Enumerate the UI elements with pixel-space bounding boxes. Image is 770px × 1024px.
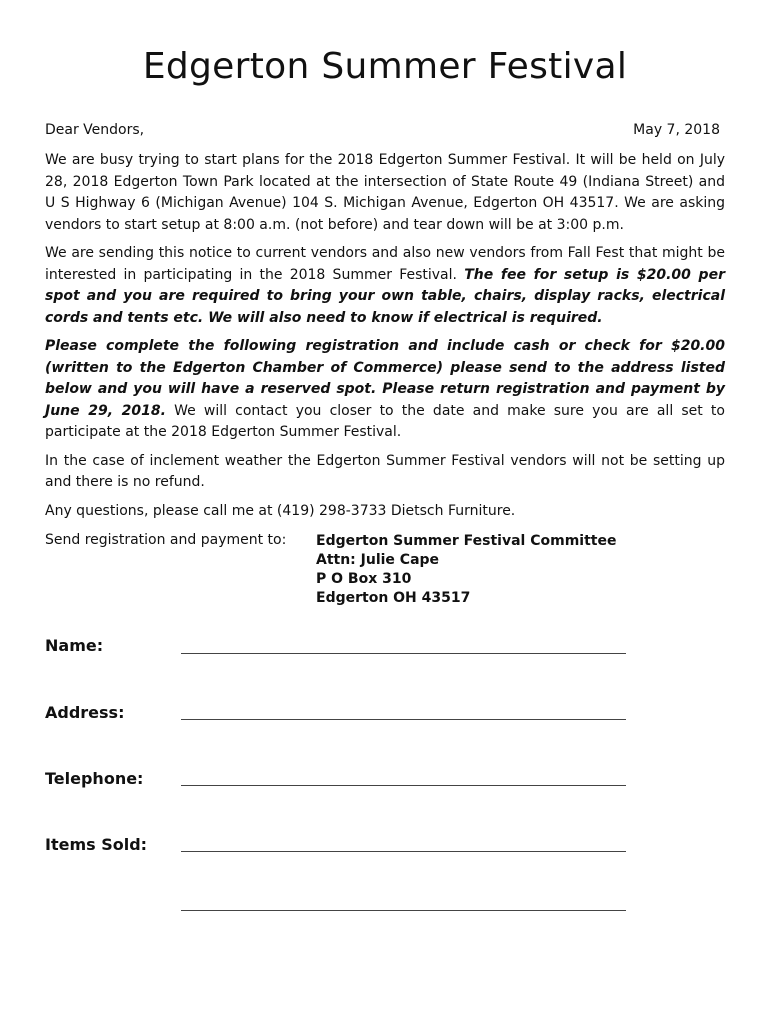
items-sold-field-line-2[interactable] <box>181 910 626 911</box>
paragraph-weather: In the case of inclement weather the Edgerton Summer Festival vendors will not be setting up and there is no refund. <box>45 452 725 490</box>
send-to-label: Send registration and payment to: <box>45 532 287 548</box>
address-line: Edgerton OH 43517 <box>316 590 471 606</box>
address-field-line[interactable] <box>181 719 626 720</box>
paragraph-contact: Any questions, please call me at (419) 298-3733 Dietsch Furniture. <box>45 502 516 519</box>
salutation: Dear Vendors, <box>45 122 145 138</box>
page-title: Edgerton Summer Festival <box>142 46 628 87</box>
items-sold-field-line[interactable] <box>181 851 626 852</box>
name-field-line[interactable] <box>181 653 626 654</box>
letter-body <box>45 150 725 529</box>
paragraph-fee-emphasis: The fee for setup is $20.00 per spot and you are required to bring your own table, chairs, display racks, electrical cords and tents etc. We will also need to know if electrical is required. <box>45 266 725 326</box>
mailing-address <box>316 532 616 608</box>
paragraph-registration <box>45 336 725 444</box>
items-sold-label: Items Sold: <box>45 835 148 854</box>
paragraph-registration-followup: We will contact you closer to the date and make sure you are all set to participate at the 2018 Edgerton Summer Festival. <box>45 402 725 440</box>
paragraph-fee <box>45 243 725 329</box>
paragraph-event-details: We are busy trying to start plans for the 2018 Edgerton Summer Festival. It will be held on July 28, 2018 Edgerton Town Park located at the intersection of State Route 49 (Indiana Street) and U S Highway 6 (Michigan Avenue) 104 S. Michigan Avenue, Edgerton OH 43517. We are asking vendors to start setup at 8:00 a.m. (not before) and tear down will be at 3:00 p.m. <box>45 152 725 233</box>
letter-date: May 7, 2018 <box>633 122 720 138</box>
address-line: Attn: Julie Cape <box>316 552 440 568</box>
paragraph-registration-emphasis: Please complete the following registration and include cash or check for $20.00 (written to the Edgerton Chamber of Commerce) please send to the address listed below and you will have a reserved spot. Please return registration and payment by June 29, 2018. <box>45 338 725 419</box>
address-line: Edgerton Summer Festival Committee <box>316 533 617 549</box>
name-label: Name: <box>45 636 104 655</box>
telephone-label: Telephone: <box>45 769 144 788</box>
telephone-field-line[interactable] <box>181 785 626 786</box>
address-line: P O Box 310 <box>316 571 412 587</box>
address-label: Address: <box>45 703 125 722</box>
paragraph-fee-intro: We are sending this notice to current vendors and also new vendors from Fall Fest that might be interested in participating in the 2018 Summer Festival. <box>45 245 725 283</box>
